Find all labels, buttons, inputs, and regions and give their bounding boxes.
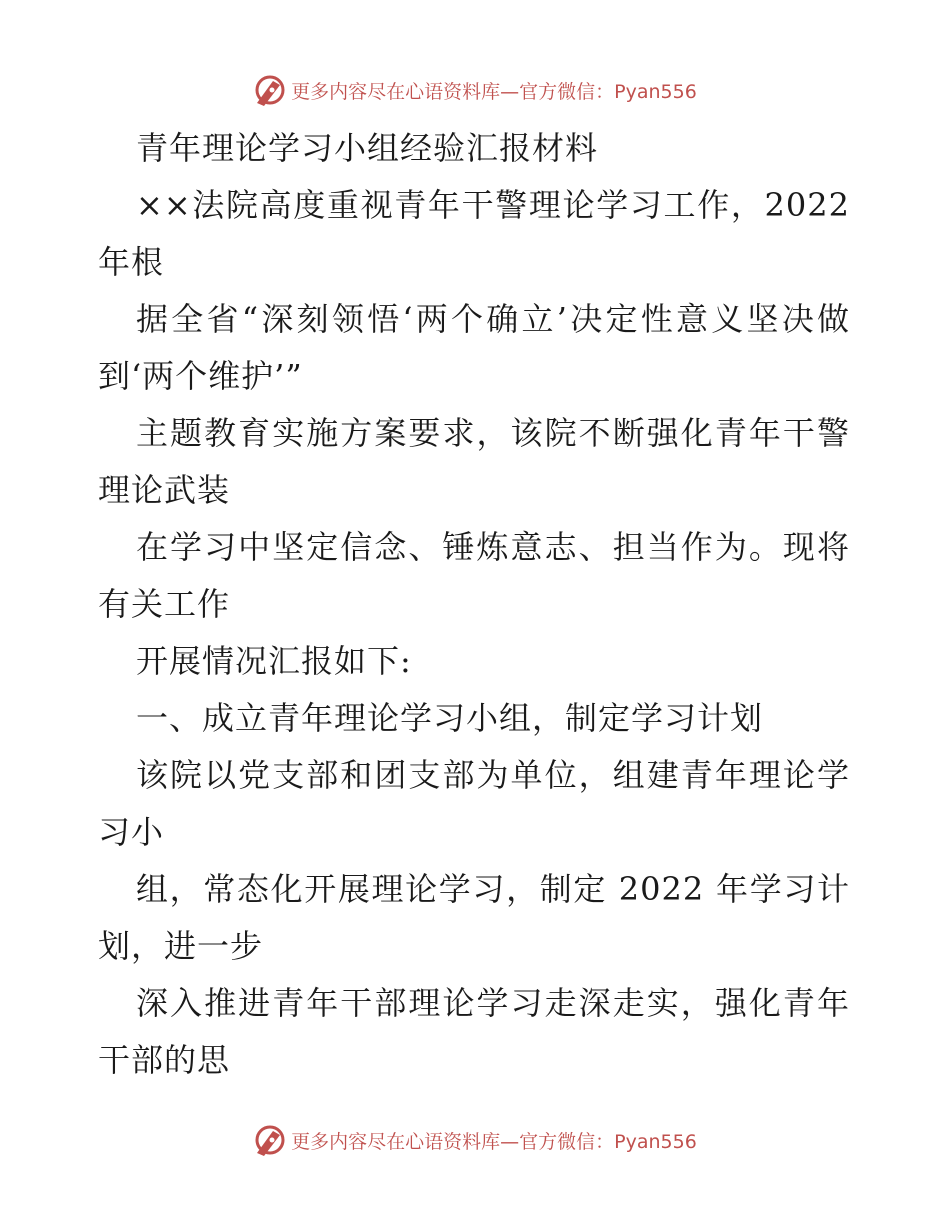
paragraph: 该院以党支部和团支部为单位，组建青年理论学习小 bbox=[98, 756, 850, 851]
document-title: 青年理论学习小组经验汇报材料 bbox=[136, 129, 599, 167]
pen-nib-logo-icon bbox=[253, 73, 287, 107]
section-heading: 一、成立青年理论学习小组，制定学习计划 bbox=[136, 699, 764, 737]
pen-nib-logo-icon bbox=[253, 1123, 287, 1157]
watermark-text: 更多内容尽在心语资料库—官方微信：Pyan556 bbox=[291, 1130, 697, 1153]
paragraph: 开展情况汇报如下: bbox=[136, 642, 412, 680]
paragraph: 在学习中坚定信念、锤炼意志、担当作为。现将有关工作 bbox=[98, 528, 850, 623]
watermark-text: 更多内容尽在心语资料库—官方微信：Pyan556 bbox=[291, 80, 697, 103]
document-body bbox=[98, 120, 850, 1089]
paragraph: 深入推进青年干部理论学习走深走实，强化青年干部的思 bbox=[98, 984, 850, 1079]
paragraph: 据全省“深刻领悟‘两个确立’决定性意义坚决做到‘两个维护’” bbox=[98, 300, 850, 395]
footer-watermark bbox=[0, 1120, 950, 1160]
header-watermark bbox=[0, 70, 950, 110]
paragraph: 组，常态化开展理论学习，制定 2022 年学习计划，进一步 bbox=[98, 870, 850, 965]
paragraph: ××法院高度重视青年干警理论学习工作，2022年根 bbox=[98, 186, 850, 281]
paragraph: 主题教育实施方案要求，该院不断强化青年干警理论武装 bbox=[98, 414, 850, 509]
